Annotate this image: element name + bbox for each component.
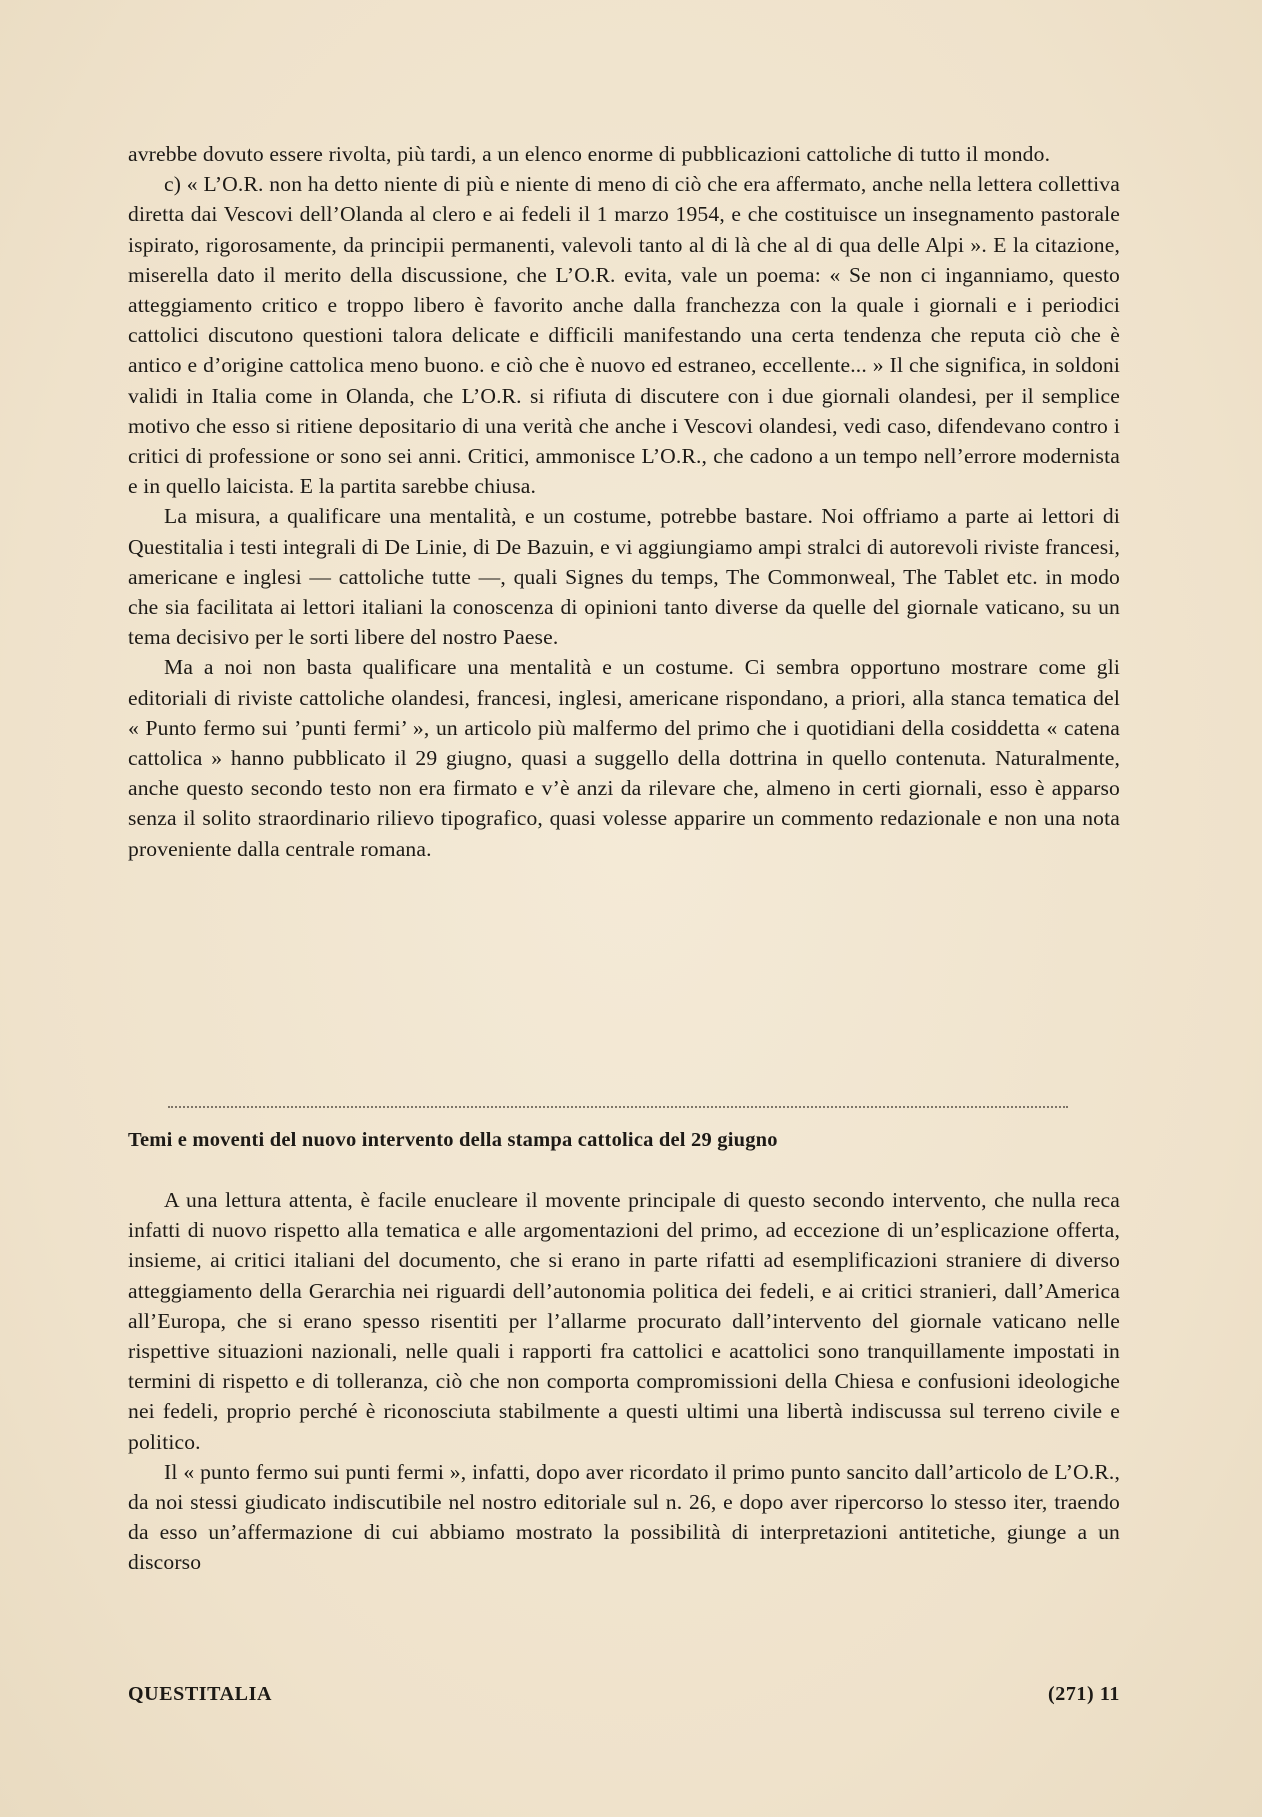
paragraph-punto-fermo: Il « punto fermo sui punti fermi », infatti, dopo aver ricordato il primo punto sancito dall’articolo de L’O.R., da noi stessi giudicato indiscutibile nel nostro editoriale sul n. 26, e dopo aver ripercorso lo stesso iter, traendo da esso un’affermazione di cui abbiamo mostrato la possibilità di interpretazioni antitetiche, giunge a un discorso (128, 1459, 1120, 1575)
page-footer (128, 1681, 1120, 1707)
journal-name: QUESTITALIA (128, 1683, 273, 1705)
paragraph-mentalita: Ma a noi non basta qualificare una mentalità e un costume. Ci sembra opportuno mostrare come gli editoriali di riviste cattoliche olandesi, francesi, inglesi, americane rispondano, a priori, alla stanca tematica del « Punto fermo sui ’punti fermi’ », un articolo più malfermo del primo che i quotidiani della cosiddetta « catena cattolica » hanno pubblicato il 29 giugno, quasi a suggello della dottrina in quello contenuta. Naturalmente, anche questo secondo testo non era firmato e v’è anzi da rilevare che, almeno in certi giornali, esso è apparso senza il solito straordinario rilievo tipografico, quasi volesse apparire un commento redazionale e non una nota proveniente dalla centrale romana. (128, 655, 1120, 861)
paragraph-continuation: avrebbe dovuto essere rivolta, più tardi, a un elenco enorme di pubblicazioni cattoliche di tutto il mondo. (128, 142, 1051, 166)
paragraph-misura: La misura, a qualificare una mentalità, e un costume, potrebbe bastare. Noi offriamo a parte ai lettori di Questitalia i testi integrali di De Linie, di De Bazuin, e vi aggiungiamo ampi stralci di autorevoli riviste francesi, americane e inglesi — cattoliche tutte —, quali Signes du temps, The Commonweal, The Tablet etc. in modo che sia facilitata ai lettori italiani la conoscenza di opinioni tanto diverse da quelle del giornale vaticano, su un tema decisivo per le sorti libere del nostro Paese. (128, 504, 1120, 650)
paragraph-c: c) « L’O.R. non ha detto niente di più e niente di meno di ciò che era affermato, anche nella lettera collettiva diretta dai Vescovi dell’Olanda al clero e ai fedeli il 1 marzo 1954, e che costituisce un insegnamento pastorale ispirato, rigorosamente, da principii permanenti, valevoli tanto al di là che al di qua delle Alpi ». E la citazione, miserella dato il merito della discussione, che L’O.R. evita, vale un poema: « Se non ci inganniamo, questo atteggiamento critico e troppo libero è favorito anche dalla franchezza con la quale i giornali e i periodici cattolici discutono questioni talora delicate e difficili manifestando una certa tendenza che reputa ciò che è antico e d’origine cattolica meno buono. e ciò che è nuovo ed estraneo, eccellente... » Il che significa, in soldoni validi in Italia come in Olanda, che L’O.R. si rifiuta di discutere con i due giornali olandesi, per il semplice motivo che esso si ritiene depositario di una verità che anche i Vescovi olandesi, vedi caso, difendevano contro i critici di professione or sono sei anni. Critici, ammonisce L’O.R., che cadono a un tempo nell’errore modernista e in quello laicista. E la partita sarebbe chiusa. (128, 172, 1120, 499)
section-heading: Temi e moventi del nuovo intervento della stampa cattolica del 29 giugno (128, 1129, 778, 1151)
bottom-text-block (128, 1185, 1120, 1578)
top-text-block (128, 139, 1120, 864)
page-number: (271) 11 (1047, 1683, 1120, 1705)
paragraph-lettura: A una lettura attenta, è facile enucleare il movente principale di questo secondo intervento, che nulla reca infatti di nuovo rispetto alla tematica e alle argomentazioni del primo, ad eccezione di un’esplicazione offerta, insieme, ai critici italiani del documento, che si erano in parte rifatti ad esemplificazioni straniere di diverso atteggiamento della Gerarchia nei riguardi dell’autonomia politica dei fedeli, e ai critici stranieri, dall’America all’Europa, che si erano spesso risentiti per l’allarme procurato dall’intervento del giornale vaticano nelle rispettive situazioni nazionali, nelle quali i rapporti fra cattolici e acattolici sono tranquillamente impostati in termini di rispetto e di tolleranza, ciò che non comporta compromissioni della Chiesa e confusioni ideologiche nei fedeli, proprio perché è riconosciuta stabilmente a questi ultimi una libertà indiscussa sul terreno civile e politico. (128, 1188, 1120, 1454)
section-divider (168, 1106, 1068, 1108)
